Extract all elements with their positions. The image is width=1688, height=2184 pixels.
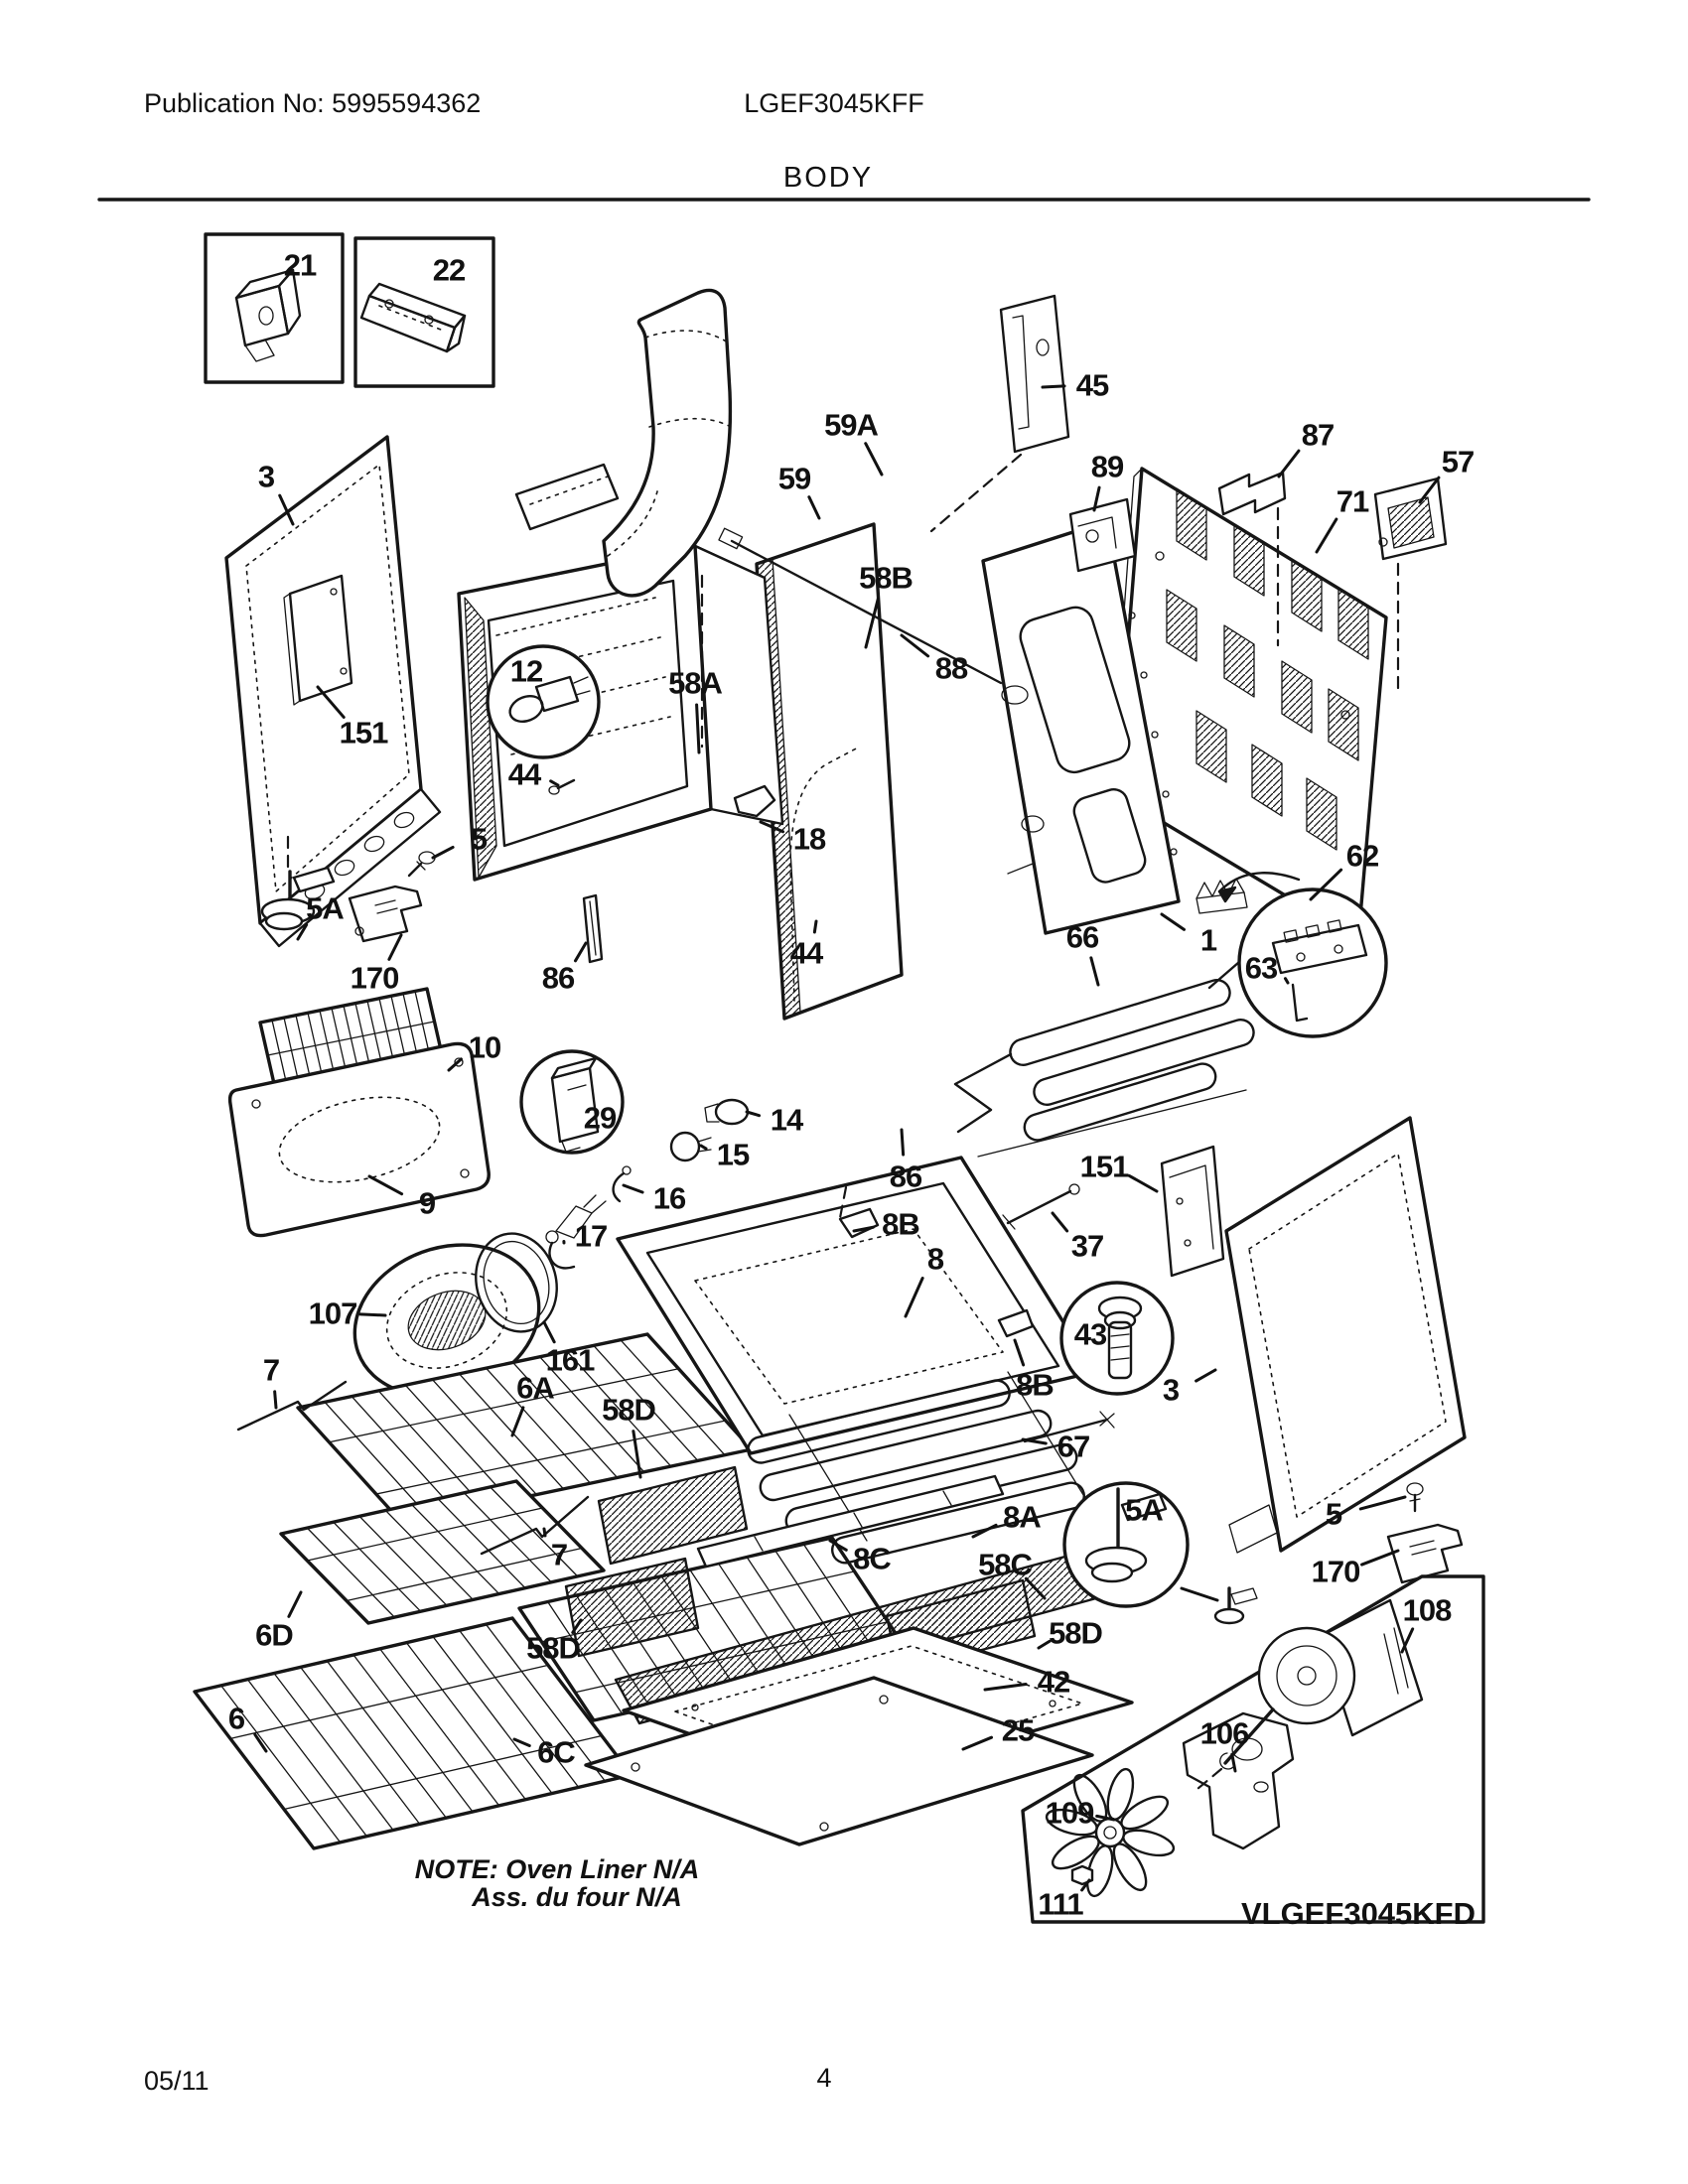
leader-line (544, 1529, 545, 1536)
callout-3: 3 (257, 459, 275, 494)
section-title: BODY (782, 162, 874, 194)
callout-43: 43 (1073, 1316, 1107, 1352)
callout-86: 86 (541, 960, 575, 996)
callout-44: 44 (789, 935, 823, 971)
callout-15: 15 (716, 1137, 750, 1172)
callout-89: 89 (1090, 449, 1124, 484)
callout-5: 5 (1325, 1496, 1342, 1532)
callout-14: 14 (770, 1102, 803, 1138)
leader-line (701, 1146, 706, 1149)
side-panel-left (226, 437, 440, 946)
leader-line (1317, 519, 1336, 552)
callout-9: 9 (418, 1185, 436, 1221)
callout-17: 17 (574, 1218, 608, 1254)
lamp-socket-14 (705, 1100, 748, 1124)
callout-6C: 6C (537, 1734, 575, 1770)
inset-box-22 (355, 238, 493, 386)
callout-111: 111 (1038, 1886, 1083, 1922)
leader-line (289, 1592, 301, 1616)
fan-box-model: VLGEF3045KFD (1240, 1896, 1476, 1931)
leader-line (747, 1112, 760, 1116)
callout-58B: 58B (859, 560, 913, 596)
callout-7: 7 (262, 1352, 280, 1388)
callout-71: 71 (1336, 483, 1369, 519)
leader-line (624, 1185, 642, 1192)
heat-deflector-59 (516, 465, 618, 529)
callout-63: 63 (1244, 950, 1278, 986)
patch-plate-57 (1375, 478, 1446, 559)
callout-7: 7 (550, 1537, 568, 1572)
callout-18: 18 (792, 821, 826, 857)
leader-line (1162, 914, 1184, 929)
callout-29: 29 (583, 1100, 617, 1136)
callout-8B: 8B (1016, 1367, 1054, 1403)
bracket-170-left (350, 887, 421, 941)
page-header (99, 88, 1589, 200)
callout-21: 21 (283, 247, 317, 283)
callout-44: 44 (507, 756, 541, 792)
callout-58D: 58D (526, 1630, 580, 1666)
callout-58A: 58A (668, 665, 722, 701)
leader-line (544, 1322, 554, 1342)
callout-87: 87 (1301, 417, 1335, 453)
leader-line (1053, 1213, 1067, 1231)
leader-line (275, 1392, 276, 1408)
footer-date: 05/11 (144, 2066, 210, 2096)
leader-line (866, 444, 882, 475)
bracket-89 (1070, 499, 1135, 571)
callout-108: 108 (1402, 1592, 1452, 1628)
leader-line (1091, 958, 1098, 985)
inset-box-21 (206, 234, 343, 382)
spacer-86-left (584, 895, 602, 962)
callout-8C: 8C (853, 1541, 891, 1576)
oven-liner-note (415, 1854, 700, 1912)
screw-5-left (409, 852, 435, 876)
callout-151: 151 (339, 715, 388, 751)
sensor-rod-37 (1003, 1184, 1079, 1229)
callout-6: 6 (227, 1701, 245, 1736)
callout-161: 161 (545, 1342, 595, 1378)
callout-88: 88 (934, 650, 968, 686)
callout-45: 45 (1075, 367, 1109, 403)
leader-line (360, 1314, 385, 1315)
leader-line (1129, 1175, 1157, 1191)
broiler-pan-9 (230, 1043, 490, 1235)
callout-1: 1 (1199, 922, 1217, 958)
note-line-1: NOTE: Oven Liner N/A (414, 1854, 700, 1884)
callout-16: 16 (652, 1180, 686, 1216)
callout-59A: 59A (824, 407, 878, 443)
leader-line (1043, 386, 1064, 387)
callout-8A: 8A (1003, 1499, 1041, 1535)
callout-151: 151 (1079, 1149, 1129, 1184)
screw-5-right (1407, 1483, 1423, 1511)
callout-42: 42 (1037, 1664, 1070, 1700)
detail-circle-12 (488, 646, 599, 757)
callout-170: 170 (1311, 1554, 1360, 1589)
leader-line (389, 935, 401, 959)
note-line-2: Ass. du four N/A (472, 1882, 682, 1912)
callout-66: 66 (1065, 919, 1099, 955)
callout-57: 57 (1441, 444, 1475, 479)
side-panel-right (1226, 1118, 1465, 1553)
leader-line (1023, 1439, 1046, 1443)
shield-151-right (1162, 1147, 1223, 1276)
page-footer (144, 2063, 832, 2096)
callout-58D: 58D (1049, 1615, 1102, 1651)
leader-line (814, 921, 816, 932)
leader-line (809, 497, 819, 518)
leader-line (433, 847, 453, 858)
callout-5A: 5A (306, 890, 344, 926)
publication-number: Publication No: 5995594362 (144, 88, 482, 118)
leader-line (1196, 1370, 1215, 1381)
bracket-87 (1219, 473, 1285, 514)
callout-12: 12 (509, 653, 543, 689)
leader-line (1279, 451, 1299, 477)
callout-62: 62 (1345, 838, 1379, 874)
callout-67: 67 (1056, 1429, 1090, 1464)
callout-6A: 6A (516, 1370, 554, 1406)
leader-line (1362, 1551, 1398, 1565)
callout-170: 170 (350, 960, 399, 996)
callout-106: 106 (1199, 1715, 1249, 1751)
callout-58D: 58D (602, 1392, 655, 1428)
callout-86: 86 (889, 1159, 922, 1194)
callout-5: 5 (470, 821, 488, 857)
callout-22: 22 (432, 252, 466, 288)
callout-59: 59 (777, 461, 811, 496)
broil-element (955, 943, 1283, 1157)
bracket-45 (1001, 296, 1068, 452)
callout-8: 8 (926, 1241, 944, 1277)
leader-line (902, 1130, 904, 1155)
bracket-170-right (1388, 1525, 1462, 1582)
callout-10: 10 (468, 1029, 501, 1065)
leader-line (575, 943, 586, 961)
model-number: LGEF3045KFF (744, 88, 924, 118)
callout-25: 25 (1001, 1712, 1035, 1748)
callout-109: 109 (1045, 1795, 1094, 1831)
callout-37: 37 (1070, 1228, 1104, 1264)
footer-page-number: 4 (816, 2063, 832, 2093)
callout-107: 107 (308, 1296, 357, 1331)
callout-5A: 5A (1125, 1492, 1163, 1528)
callout-58C: 58C (978, 1547, 1032, 1582)
callout-3: 3 (1162, 1372, 1180, 1408)
clip-16 (614, 1166, 631, 1201)
callout-8B: 8B (882, 1206, 919, 1242)
leveling-leg-small-right (1215, 1588, 1257, 1623)
callout-6D: 6D (255, 1617, 293, 1653)
